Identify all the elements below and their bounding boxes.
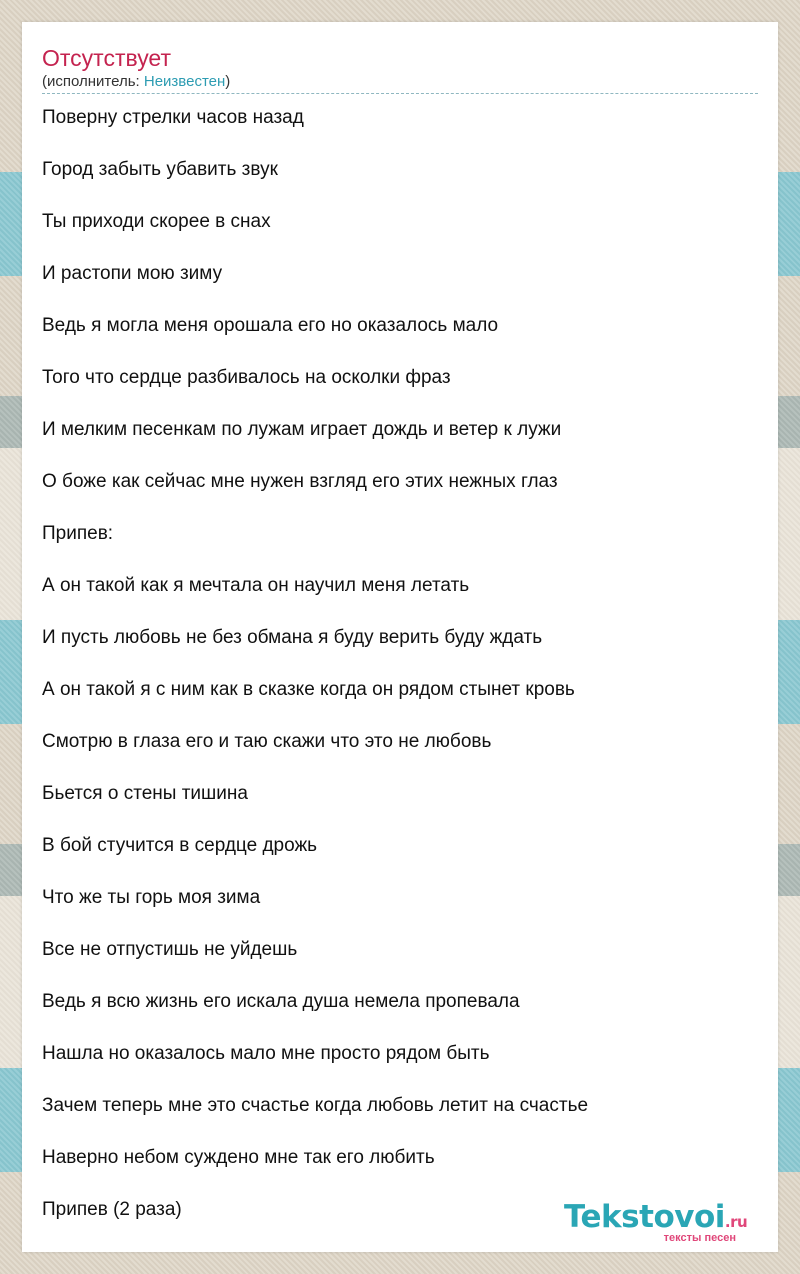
lyric-line: Того что сердце разбивалось на осколки фраз (42, 367, 451, 388)
lyric-line: А он такой я с ним как в сказке когда он рядом стынет кровь (42, 679, 575, 700)
title-divider (42, 93, 758, 94)
lyric-line: В бой стучится в сердце дрожь (42, 835, 318, 856)
logo-brand: Tekstovoi (564, 1199, 725, 1235)
site-logo[interactable] (564, 1200, 770, 1246)
lyric-line: Ведь я могла меня орошала его но оказалось мало (42, 315, 499, 336)
lyric-line: Зачем теперь мне это счастье когда любовь летит на счастье (42, 1095, 589, 1116)
logo-tld: .ru (724, 1213, 748, 1231)
lyrics-card (22, 22, 778, 1252)
lyric-line: Ты приходи скорее в снах (42, 211, 271, 232)
lyric-line: О боже как сейчас мне нужен взгляд его этих нежных глаз (42, 471, 558, 492)
lyric-line: Город забыть убавить звук (42, 159, 278, 180)
chorus-label: Припев: (42, 523, 114, 544)
artist-suffix: ) (225, 73, 231, 90)
lyric-line: Поверну стрелки часов назад (42, 107, 304, 128)
lyric-line: И мелким песенкам по лужам играет дождь и ветер к лужи (42, 419, 562, 440)
lyric-line: Ведь я всю жизнь его искала душа немела пропевала (42, 991, 520, 1012)
lyric-line: Наверно небом суждено мне так его любить (42, 1147, 435, 1168)
lyric-line: И растопи мою зиму (42, 263, 223, 284)
lyric-line: Смотрю в глаза его и таю скажи что это не любовь (42, 731, 492, 752)
song-title: Отсутствует (42, 45, 171, 71)
lyric-line: Бьется о стены тишина (42, 783, 248, 804)
artist-line (42, 73, 230, 91)
artist-prefix: (исполнитель: (42, 73, 144, 90)
artist-link[interactable]: Неизвестен (143, 73, 226, 90)
lyrics-body (42, 104, 758, 1248)
lyric-line: А он такой как я мечтала он научил меня летать (42, 575, 470, 596)
lyric-line: И пусть любовь не без обмана я буду верить буду ждать (42, 627, 543, 648)
lyric-line: Что же ты горь моя зима (42, 887, 261, 908)
chorus-repeat-label: Припев (2 раза) (42, 1199, 182, 1220)
lyric-line: Все не отпустишь не уйдешь (42, 939, 298, 960)
lyric-line: Нашла но оказалось мало мне просто рядом быть (42, 1043, 490, 1064)
logo-tagline: тексты песен (663, 1232, 736, 1244)
